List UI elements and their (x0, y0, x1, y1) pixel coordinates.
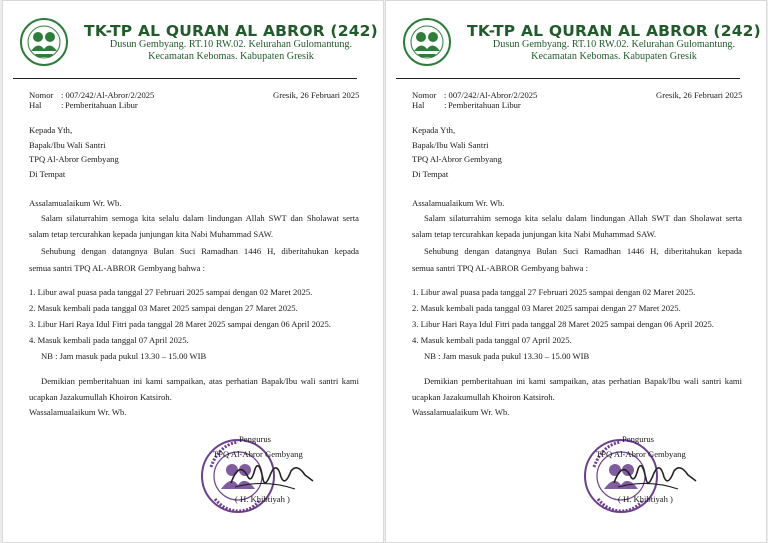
hal-colon: : (61, 100, 64, 110)
place: Di Tempat (412, 169, 449, 179)
body2-line2: semua santri TPQ AL-ABROR Gembyang bahwa : (29, 263, 205, 273)
list-item: 4. Masuk kembali pada tanggal 07 April 2025. (29, 335, 189, 345)
place: Di Tempat (29, 169, 66, 179)
body1-line1: Salam silaturrahim semoga kita selalu dalam lindungan Allah SWT dan Sholawat serta (424, 213, 742, 223)
letter-page-left (2, 0, 384, 543)
letter-page-right (385, 0, 767, 543)
sign-org: TPQ Al-Abror Gembyang (213, 449, 303, 459)
list-item: 3. Libur Hari Raya Idul Fitri pada tanggal 28 Maret 2025 sampai dengan 06 April 2025. (412, 319, 714, 329)
signature-mark (608, 455, 700, 495)
greeting: Assalamualaikum Wr. Wb. (412, 198, 505, 208)
recipient: Bapak/Ibu Wali Santri (29, 140, 106, 150)
nomor-label: Nomor (412, 90, 437, 100)
hal-value: Pemberitahuan Libur (65, 100, 138, 110)
address-line-1: Dusun Gembyang. RT.10 RW.02. Kelurahan Gulomantung. (109, 39, 353, 50)
nomor-label: Nomor (29, 90, 54, 100)
farewell: Wassalamualaikum Wr. Wb. (412, 407, 510, 417)
kepada: Kepada Yth, (412, 125, 456, 135)
list-item: 1. Libur awal puasa pada tanggal 27 Februari 2025 sampai dengan 02 Maret 2025. (29, 287, 313, 297)
sign-role: Pengurus (239, 434, 271, 444)
letter-date: Gresik, 26 Februari 2025 (273, 90, 360, 100)
school-name: TK-TP AL QURAN AL ABROR (242) (467, 22, 761, 40)
recipient: Bapak/Ibu Wali Santri (412, 140, 489, 150)
address-line-1: Dusun Gembyang. RT.10 RW.02. Kelurahan Gulomantung. (492, 39, 736, 50)
address-line-2: Kecamatan Kebomas. Kabupaten Gresik (148, 51, 314, 62)
list-item: 2. Masuk kembali pada tanggal 03 Maret 2025 sampai dengan 27 Maret 2025. (412, 303, 681, 313)
closing-line2: ucapkan Jazakumullah Khoiron Katsiroh. (412, 392, 555, 402)
hal-label: Hal (412, 100, 425, 110)
header-divider (13, 78, 357, 79)
address-line-2: Kecamatan Kebomas. Kabupaten Gresik (531, 51, 697, 62)
body2-line2: semua santri TPQ AL-ABROR Gembyang bahwa : (412, 263, 588, 273)
closing-line2: ucapkan Jazakumullah Khoiron Katsiroh. (29, 392, 172, 402)
signature-mark (225, 455, 317, 495)
sign-name: ( H. Khibtiyah ) (618, 494, 673, 504)
header-divider (396, 78, 740, 79)
list-item: 2. Masuk kembali pada tanggal 03 Maret 2025 sampai dengan 27 Maret 2025. (29, 303, 298, 313)
nb-note: NB : Jam masuk pada pukul 13.30 – 15.00 WIB (41, 351, 207, 361)
institution: TPQ Al-Abror Gembyang (29, 154, 119, 164)
school-logo (13, 17, 75, 67)
sign-role: Pengurus (622, 434, 654, 444)
body1-line1: Salam silaturrahim semoga kita selalu dalam lindungan Allah SWT dan Sholawat serta (41, 213, 359, 223)
hal-colon: : (444, 100, 447, 110)
farewell: Wassalamualaikum Wr. Wb. (29, 407, 127, 417)
nomor-value: : 007/242/Al-Abror/2/2025 (61, 90, 155, 100)
kepada: Kepada Yth, (29, 125, 73, 135)
body2-line1: Sehubung dengan datangnya Bulan Suci Ramadhan 1446 H, diberitahukan kepada (424, 246, 742, 256)
school-logo (396, 17, 458, 67)
nb-note: NB : Jam masuk pada pukul 13.30 – 15.00 WIB (424, 351, 590, 361)
sign-org: TPQ Al-Abror Gembyang (596, 449, 686, 459)
hal-label: Hal (29, 100, 42, 110)
body1-line2: salam tetap tercurahkan kepada junjungan kita Nabi Muhammad SAW. (412, 229, 657, 239)
body2-line1: Sehubung dengan datangnya Bulan Suci Ramadhan 1446 H, diberitahukan kepada (41, 246, 359, 256)
greeting: Assalamualaikum Wr. Wb. (29, 198, 122, 208)
sign-name: ( H. Khibtiyah ) (235, 494, 290, 504)
letter-date: Gresik, 26 Februari 2025 (656, 90, 743, 100)
institution: TPQ Al-Abror Gembyang (412, 154, 502, 164)
closing-line1: Demikian pemberitahuan ini kami sampaikan, atas perhatian Bapak/Ibu wali santri kami (424, 376, 742, 386)
list-item: 4. Masuk kembali pada tanggal 07 April 2025. (412, 335, 572, 345)
school-name: TK-TP AL QURAN AL ABROR (242) (84, 22, 378, 40)
list-item: 1. Libur awal puasa pada tanggal 27 Februari 2025 sampai dengan 02 Maret 2025. (412, 287, 696, 297)
hal-value: Pemberitahuan Libur (448, 100, 521, 110)
closing-line1: Demikian pemberitahuan ini kami sampaikan, atas perhatian Bapak/Ibu wali santri kami (41, 376, 359, 386)
body1-line2: salam tetap tercurahkan kepada junjungan kita Nabi Muhammad SAW. (29, 229, 274, 239)
list-item: 3. Libur Hari Raya Idul Fitri pada tanggal 28 Maret 2025 sampai dengan 06 April 2025. (29, 319, 331, 329)
nomor-value: : 007/242/Al-Abror/2/2025 (444, 90, 538, 100)
